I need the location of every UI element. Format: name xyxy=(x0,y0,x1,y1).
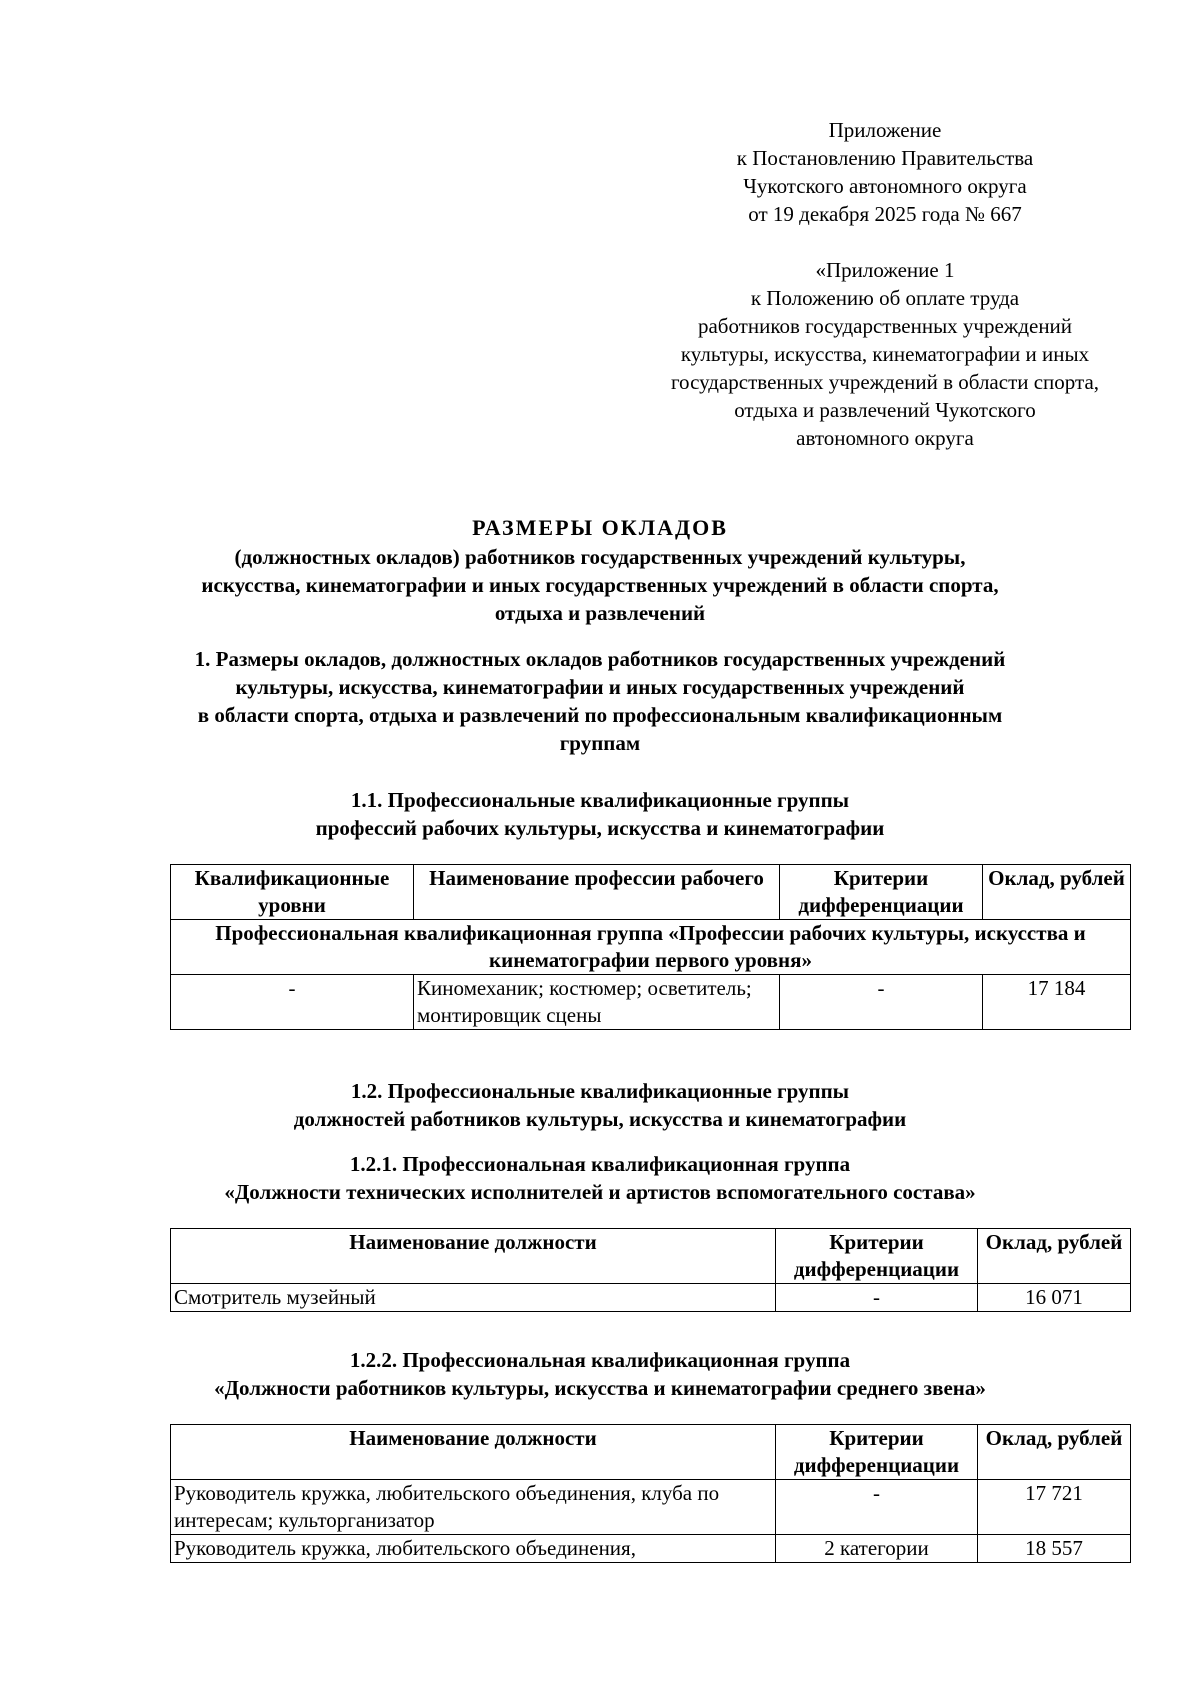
section-1-1-heading xyxy=(150,786,1050,842)
subtitle-line: искусства, кинематографии и иных государственных учреждений в области спорта, xyxy=(201,573,999,597)
cell-differentiation-criteria: - xyxy=(780,975,983,1030)
section-1-2-line: должностей работников культуры, искусства и кинематографии xyxy=(293,1107,907,1131)
cell-differentiation-criteria: - xyxy=(776,1480,978,1535)
header-qualification-levels: Квалификационные уровни xyxy=(171,865,414,920)
appendix-line: от 19 декабря 2025 года № 667 xyxy=(748,202,1022,226)
header-profession-name: Наименование профессии рабочего xyxy=(414,865,780,920)
appendix1-header xyxy=(600,256,1170,452)
document-title xyxy=(150,514,1050,542)
appendix1-line: государственных учреждений в области спорта, xyxy=(670,370,1100,394)
cell-position-name: Смотритель музейный xyxy=(171,1284,776,1312)
header-salary: Оклад, рублей xyxy=(983,865,1131,920)
section-1-2-2-line: «Должности работников культуры, искусства и кинематографии среднего звена» xyxy=(214,1376,986,1400)
table-workers-professions xyxy=(170,864,1131,1030)
cell-salary: 18 557 xyxy=(978,1535,1131,1563)
cell-qualification-level: - xyxy=(171,975,414,1030)
cell-salary: 17 721 xyxy=(978,1480,1131,1535)
table-row xyxy=(171,1480,1131,1535)
table-middle-level-staff xyxy=(170,1424,1131,1563)
section-1-2-2-line: 1.2.2. Профессиональная квалификационная группа xyxy=(349,1348,851,1372)
appendix-line: Приложение xyxy=(828,118,942,142)
section-1-2-2-heading xyxy=(150,1346,1050,1402)
cell-salary: 16 071 xyxy=(978,1284,1131,1312)
header-differentiation-criteria: Критерии дифференциации xyxy=(780,865,983,920)
section-1-line: культуры, искусства, кинематографии и иных государственных учреждений xyxy=(235,675,965,699)
table-technical-performers xyxy=(170,1228,1131,1312)
appendix-line: Чукотского автономного округа xyxy=(743,174,1027,198)
cell-profession-name: Киномеханик; костюмер; осветитель; монтировщик сцены xyxy=(414,975,780,1030)
appendix1-line: работников государственных учреждений xyxy=(697,314,1073,338)
header-position-name: Наименование должности xyxy=(171,1425,776,1480)
section-1-2-1-heading xyxy=(150,1150,1050,1206)
appendix1-line: к Положению об оплате труда xyxy=(750,286,1020,310)
subtitle-line: отдыха и развлечений xyxy=(494,601,706,625)
section-1-2-1-line: «Должности технических исполнителей и артистов вспомогательного состава» xyxy=(224,1180,976,1204)
table-group-row xyxy=(171,920,1131,975)
header-differentiation-criteria: Критерии дифференциации xyxy=(776,1229,978,1284)
header-differentiation-criteria: Критерии дифференциации xyxy=(776,1425,978,1480)
cell-differentiation-criteria: - xyxy=(776,1284,978,1312)
cell-salary: 17 184 xyxy=(983,975,1131,1030)
table-header-row xyxy=(171,1425,1131,1480)
document-subtitle xyxy=(150,543,1050,627)
section-1-2-line: 1.2. Профессиональные квалификационные группы xyxy=(350,1079,850,1103)
appendix1-line: культуры, искусства, кинематографии и иных xyxy=(680,342,1090,366)
section-1-line: группам xyxy=(559,731,641,755)
document-title-text: РАЗМЕРЫ ОКЛАДОВ xyxy=(472,515,728,540)
appendix1-line: «Приложение 1 xyxy=(815,258,955,282)
cell-position-name: Руководитель кружка, любительского объединения, xyxy=(171,1535,776,1563)
section-1-2-1-line: 1.2.1. Профессиональная квалификационная группа xyxy=(349,1152,851,1176)
table-row xyxy=(171,975,1131,1030)
appendix1-line: автономного округа xyxy=(796,426,974,450)
section-1-heading xyxy=(150,645,1050,757)
header-salary: Оклад, рублей xyxy=(978,1229,1131,1284)
section-1-line: 1. Размеры окладов, должностных окладов работников государственных учреждений xyxy=(194,647,1006,671)
cell-differentiation-criteria: 2 категории xyxy=(776,1535,978,1563)
section-1-line: в области спорта, отдыха и развлечений по профессиональным квалификационным xyxy=(197,703,1003,727)
group-title: Профессиональная квалификационная группа «Профессии рабочих культуры, искусства и кинематографии первого уровня» xyxy=(171,920,1131,975)
table-row xyxy=(171,1535,1131,1563)
appendix1-line: отдыха и развлечений Чукотского xyxy=(734,398,1036,422)
table-header-row xyxy=(171,865,1131,920)
appendix-line: к Постановлению Правительства xyxy=(736,146,1034,170)
header-salary: Оклад, рублей xyxy=(978,1425,1131,1480)
subtitle-line: (должностных окладов) работников государственных учреждений культуры, xyxy=(234,545,966,569)
section-1-1-line: профессий рабочих культуры, искусства и кинематографии xyxy=(315,816,885,840)
table-row xyxy=(171,1284,1131,1312)
table-header-row xyxy=(171,1229,1131,1284)
section-1-2-heading xyxy=(150,1077,1050,1133)
header-position-name: Наименование должности xyxy=(171,1229,776,1284)
appendix-header xyxy=(695,116,1075,228)
cell-position-name: Руководитель кружка, любительского объединения, клуба по интересам; культорганизатор xyxy=(171,1480,776,1535)
section-1-1-line: 1.1. Профессиональные квалификационные группы xyxy=(350,788,850,812)
